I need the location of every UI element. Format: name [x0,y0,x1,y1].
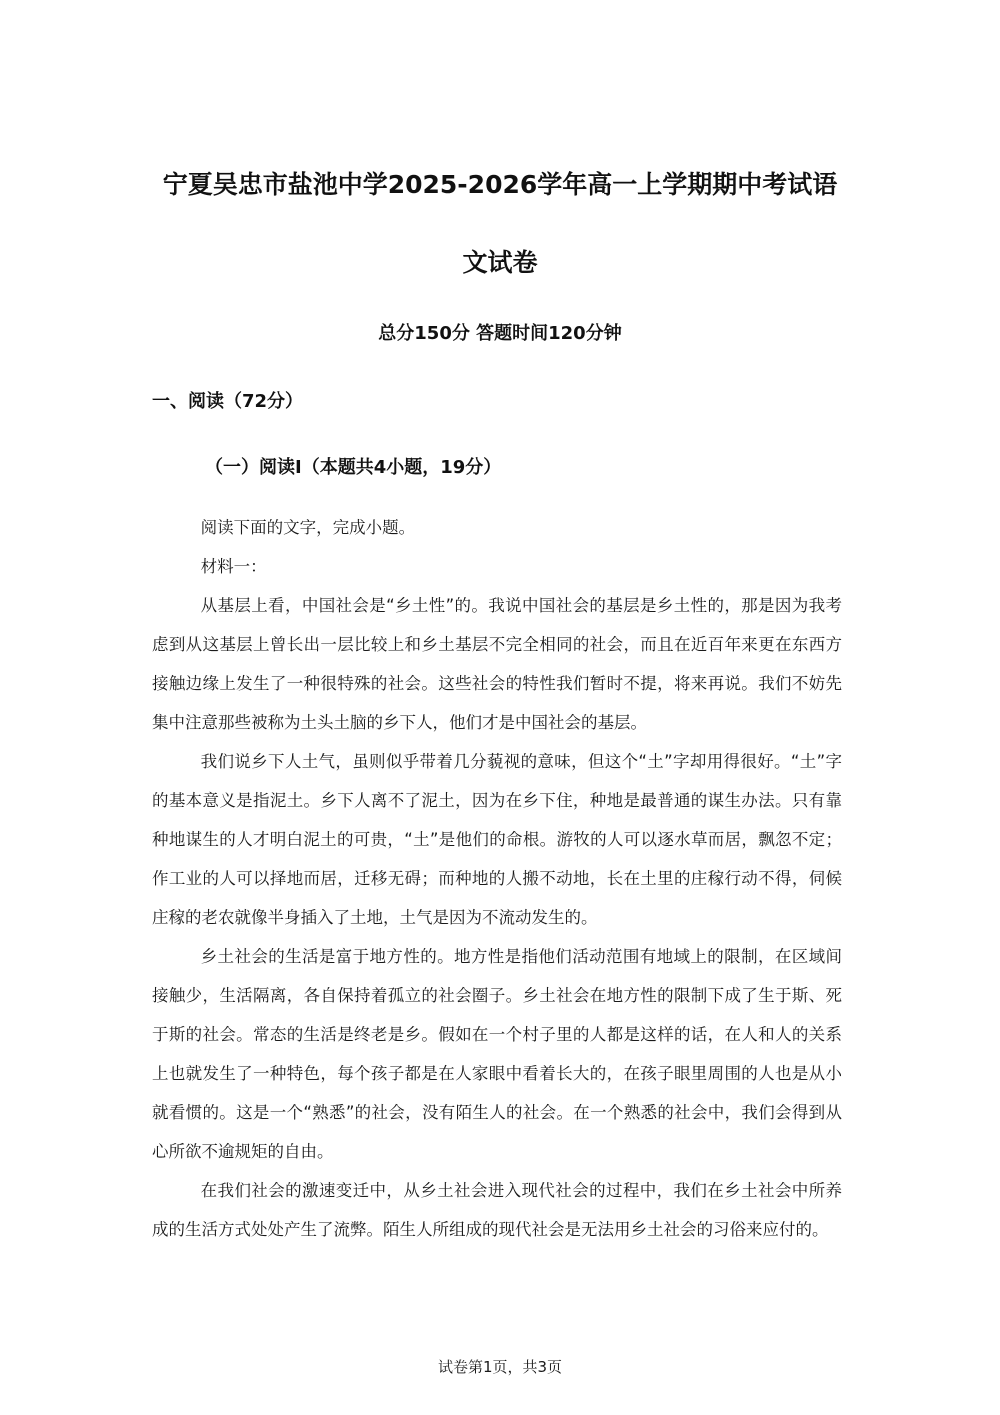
passage-paragraph: 从基层上看，中国社会是“乡土性”的。我说中国社会的基层是乡土性的，那是因为我考虑到从这基层上曾长出一层比较上和乡土基层不完全相同的社会，而且在近百年来更在东西方接触边缘上发生了一种很特殊的社会。这些社会的特性我们暂时不提，将来再说。我们不妨先集中注意那些被称为土头土脑的乡下人，他们才是中国社会的基层。 [152,596,842,732]
section-heading-reading: 一、阅读（72分） [152,391,304,412]
exam-score-and-time: 总分150分 答题时间120分钟 [378,323,622,344]
page-footer: 试卷第1页，共3页 [437,1358,563,1376]
exam-title-line-2: 文试卷 [462,248,538,277]
passage-paragraph: 我们说乡下人土气，虽则似乎带着几分藐视的意味，但这个“土”字却用得很好。“土”字的基本意义是指泥土。乡下人离不了泥土，因为在乡下住，种地是最普通的谋生办法。只有靠种地谋生的人才明白泥土的可贵，“土”是他们的命根。游牧的人可以逐水草而居，飘忽不定；作工业的人可以择地而居，迁移无碍；而种地的人搬不动地，长在土里的庄稼行动不得，伺候庄稼的老农就像半身插入了土地，土气是因为不流动发生的。 [152,752,842,927]
passage-paragraph: 乡土社会的生活是富于地方性的。地方性是指他们活动范围有地域上的限制，在区域间接触少，生活隔离，各自保持着孤立的社会圈子。乡土社会在地方性的限制下成了生于斯、死于斯的社会。常态的生活是终老是乡。假如在一个村子里的人都是这样的话，在人和人的关系上也就发生了一种特色，每个孩子都是在人家眼中看着长大的，在孩子眼里周围的人也是从小就看惯的。这是一个“熟悉”的社会，没有陌生人的社会。在一个熟悉的社会中，我们会得到从心所欲不逾规矩的自由。 [152,947,842,1161]
instruction-paragraph: 阅读下面的文字，完成小题。 [200,518,416,537]
material-label: 材料一： [200,557,267,576]
passage-paragraph: 在我们社会的激速变迁中，从乡土社会进入现代社会的过程中，我们在乡土社会中所养成的生活方式处处产生了流弊。陌生人所组成的现代社会是无法用乡土社会的习俗来应付的。 [152,1181,842,1239]
reading-passage [152,508,842,1249]
subsection-heading-reading-1: （一）阅读I（本题共4小题，19分） [205,457,502,478]
exam-title-line-1: 宁夏吴忠市盐池中学2025-2026学年高一上学期期中考试语 [162,170,838,199]
